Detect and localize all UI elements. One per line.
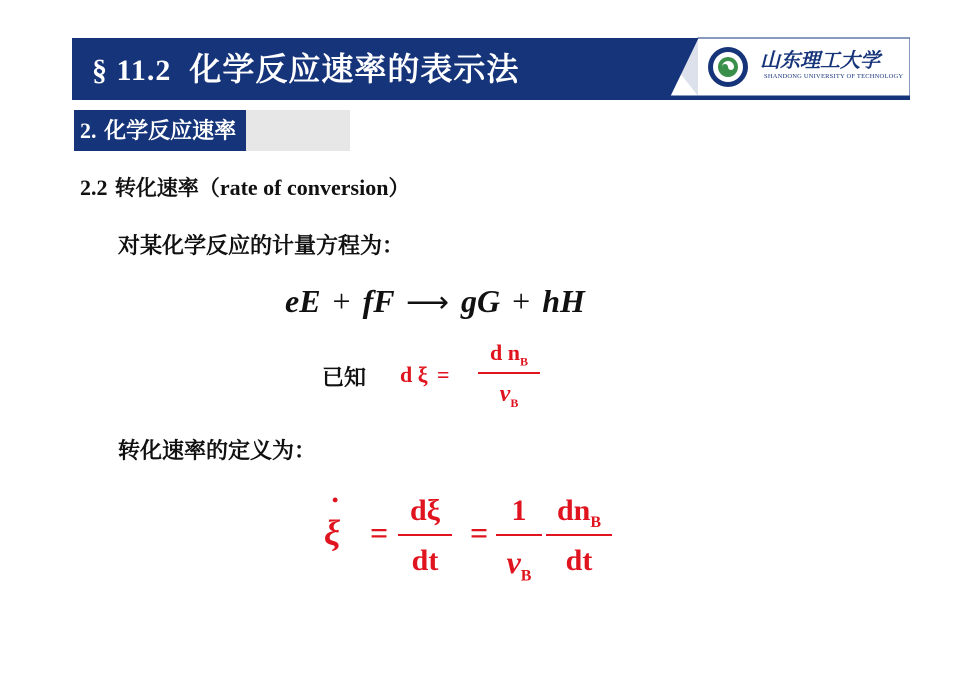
- known-numerator-sub: B: [519, 354, 528, 369]
- frac3-numerator-sub: B: [590, 514, 602, 531]
- section-title: 化学反应速率的表示法: [189, 50, 520, 88]
- subsection-text: 化学反应速率: [104, 119, 237, 144]
- frac3-numerator: [546, 494, 612, 532]
- known-equals: =: [437, 362, 450, 387]
- known-denominator: [478, 381, 540, 411]
- university-logo-subtext: SHANDONG UNIVERSITY OF TECHNOLOGY: [764, 73, 904, 80]
- slide-title: [92, 44, 519, 90]
- frac3-denominator: dt: [565, 544, 593, 577]
- intro-text: 对某化学反应的计量方程为：: [118, 234, 405, 259]
- reactant-f: fF: [362, 283, 395, 319]
- product-g: gG: [461, 283, 501, 319]
- equals-1: =: [370, 515, 389, 551]
- frac2-denominator: [496, 544, 542, 585]
- section-heading-title: 转化速率（: [114, 176, 220, 200]
- known-denominator-sub: B: [510, 395, 519, 410]
- definition-text: 转化速率的定义为：: [118, 439, 317, 464]
- section-heading: [80, 172, 409, 202]
- frac2-denominator-text: ν: [506, 544, 521, 580]
- known-lhs: [400, 362, 450, 388]
- university-logo-text: 山东理工大学: [760, 48, 880, 72]
- subsection-number: 2.: [80, 118, 97, 143]
- known-denominator-text: ν: [499, 381, 511, 407]
- xi-symbol: ξ: [324, 513, 341, 553]
- frac2-numerator: 1: [511, 494, 527, 527]
- section-heading-number: 2.2: [80, 175, 108, 200]
- equals-2: =: [470, 515, 489, 551]
- frac1-denominator: dt: [411, 544, 439, 577]
- xi-dot: •: [332, 490, 339, 510]
- reaction-arrow: ⟶: [406, 286, 450, 319]
- frac2-bar: [496, 534, 542, 536]
- reactant-e: eE: [285, 283, 321, 319]
- reaction-equation: [285, 283, 585, 320]
- plus-sign: +: [332, 283, 351, 319]
- frac1-numerator: dξ: [409, 494, 441, 527]
- frac3-numerator-text: dn: [556, 494, 591, 527]
- section-heading-close: ）: [388, 176, 410, 200]
- known-lhs-text: d ξ: [400, 362, 428, 387]
- known-numerator: [478, 340, 540, 369]
- known-numerator-text: d n: [490, 340, 520, 365]
- section-number: § 11.2: [92, 54, 172, 87]
- known-fraction-bar: [478, 372, 540, 374]
- section-heading-english: rate of conversion: [219, 175, 389, 200]
- frac1-bar: [398, 534, 452, 536]
- plus-sign: +: [512, 283, 531, 319]
- product-h: hH: [542, 283, 585, 319]
- frac3-bar: [546, 534, 612, 536]
- frac2-denominator-sub: B: [520, 567, 532, 585]
- subsection-title: [74, 110, 246, 151]
- known-label: 已知: [322, 366, 367, 391]
